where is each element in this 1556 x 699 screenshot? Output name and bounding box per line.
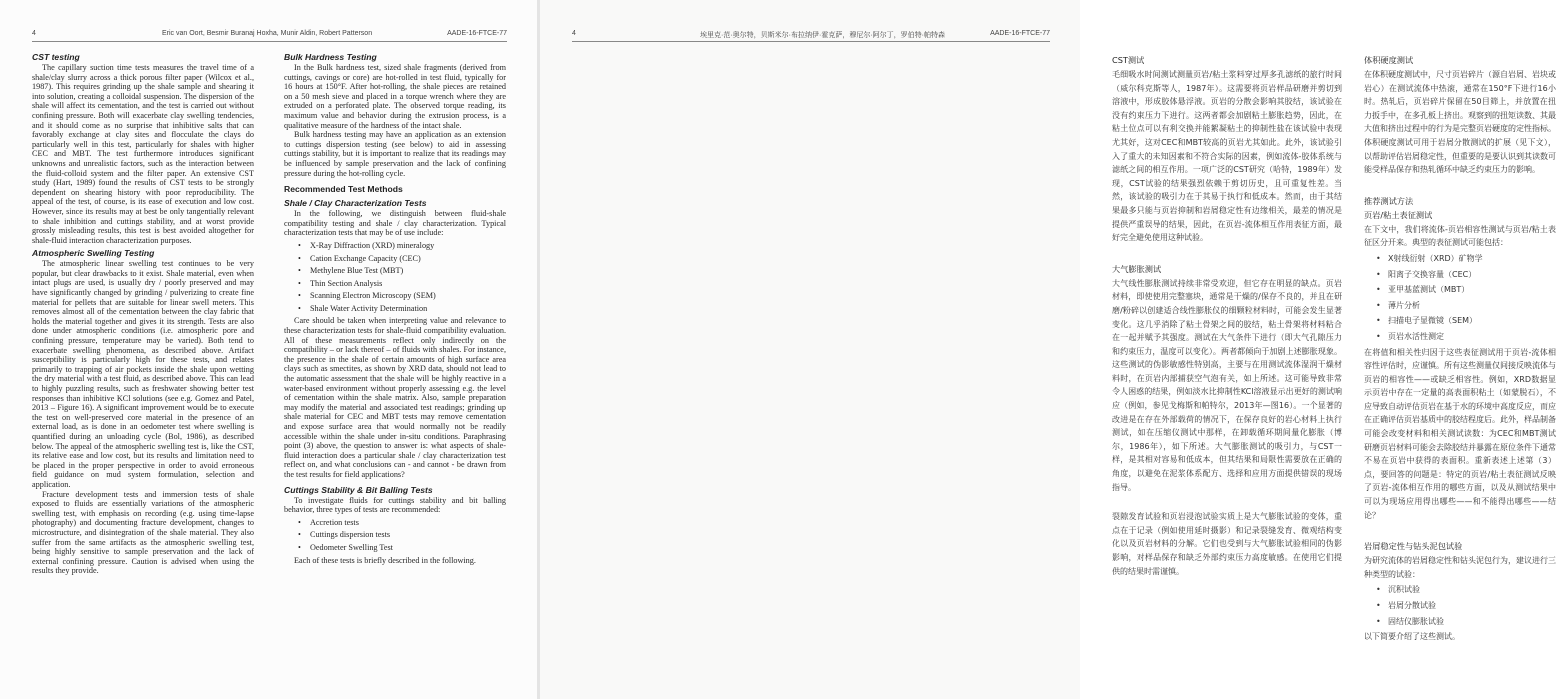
author-line: Eric van Oort, Besmir Buranaj Hoxha, Munir Aldin, Robert Patterson: [162, 30, 373, 37]
list-item: • 岩屑分散试验: [1378, 599, 1556, 613]
shale-paragraph-1: 在下文中，我们将流体-页岩相容性测试与页岩/粘土表征区分开来。典型的表征测试可能包括：: [1364, 224, 1556, 248]
running-header: [572, 30, 1050, 42]
shale-paragraph-2: Care should be taken when interpreting value and relevance to these characterization tests for shale-fluid compatibility evaluation. All of these measurements reflect only indirectly on the compatibility – or lack thereof – of fluids with shales. For instance, the presence in the shale of certain amounts of high surface area clays such as smectites, as shown by XRD data, should not lead to the automatic assessment that the shale will be highly reactive in a water-based environment without properly assessing e.g. the level of cementation within the shale matrix. Also, sample preparation may modify the material and associated test readings; grinding up shale material for CEC and MBT tests may remove cementation and expose surface area that would normally not be readily accessible within the shale under in-situ conditions. Paraphrasing point (3) above, the question to answer is: what aspects of shale-fluid interaction does a particular shale / clay characterization test reflect on, and what conclusions can - and cannot - be drawn from the test results for field applications?: [284, 316, 506, 479]
list-item: • 薄片分析: [1378, 299, 1556, 313]
atmospheric-paragraph-1: The atmospheric linear swelling test continues to be very popular, but clear drawbacks to it exist. Shale material, even when intact plugs are used, is usually dry / poorly preserved and may have significantly changed by grinding / pulverizing to create fine material for pellets that are suitable for linear swell meters. This removes almost all of the cementation between the clay fabric that holds the material together and gives it its strength. Tests are also done under atmospheric conditions (i.e. atmospheric pore and confining pressure, temperature may be varied). Both tend to exacerbate swelling phenomena, as described above. Artifact susceptibility is particularly high for these tests, and relates primarily to trapping of air pockets inside the shale upon wetting the dry material with a test fluid, as described above. This can lead to highly puzzling results, such as freshwater showing better test responses than inhibitive KCl solutions (see e.g. Gomez and Patel, 2013 – Figure 16). A significant improvement would be to execute the test on well-preserved core material in the presence of an external load, as is done in an oedometer test where swelling is quantified during an unloading cycle (Bol, 1986), as described below. The appeal of the atmospheric swelling test is, like the CST, its relative ease and low cost, but its results and limitation need to be placed in the proper perspective in order to avoid erroneous field guidance on mud system formulation, selection and application.: [32, 259, 254, 489]
cst-heading: CST测试: [1112, 55, 1145, 65]
shale-heading: Shale / Clay Characterization Tests: [284, 198, 427, 209]
atmospheric-paragraph-1: 大气线性膨胀测试持续非常受欢迎，但它存在明显的缺点。页岩材料，即使使用完整塞块，通常是干燥的/保存不良的，并且在研磨/粉碎以创建适合线性膨胀仪的细颗粒材料时，可能会发生显著变化。这几乎消除了粘土骨架之间的胶结，粘土骨架将材料粘合在一起并赋予其强度。测试在大气条件下进行（即大气孔隙压力和约束压力，温度可以变化）。两者都倾向于加剧上述膨胀现象。这些测试的伪影敏感性特别高，主要与在用测试流体湿润干燥材料时，在页岩内部捕获空气泡有关，如上所述。这可能导致非常令人困惑的结果，例如淡水比抑制性KCl溶液显示出更好的测试响应（例如，参见戈梅斯和帕特尔，2013年—图16）。一个显著的改进是在存在外部载荷的情况下，在保存良好的岩心材料上执行测试，如在压缩仪测试中那样，在卸载循环期间量化膨胀（博尔，1986年），如下所述。大气膨胀测试的吸引力，与CST一样，是其相对容易和低成本，但其结果和局限性需要放在正确的角度，以避免在泥浆体系配方、选择和应用方面提供错误的现场指导。: [1112, 278, 1342, 492]
bulk-paragraph-1: 在体积硬度测试中，尺寸页岩碎片（源自岩屑、岩块或岩心）在测试流体中热滚，通常在150°F下进行16小时。热轧后，页岩碎片保留在50目筛上，并放置在扭力扳手中，在多孔板上挤出。观察到的扭矩读数、其最大值和挤出过程中的行为是完整页岩硬度的定性指标。: [1364, 70, 1556, 134]
recommended-heading: Recommended Test Methods: [284, 184, 403, 195]
header-rule: [572, 41, 1050, 42]
list-item: • Oedometer Swelling Test: [300, 543, 506, 553]
right-column-2: [1364, 52, 1556, 644]
list-item: • Scanning Electron Microscopy (SEM): [300, 291, 506, 301]
list-item: • 扫描电子显微镜（SEM）: [1378, 314, 1556, 328]
author-line: 埃里克·范·奥尔特，贝斯米尔·布拉纳伊·霍克萨，穆尼尔·阿尔丁，罗伯特·帕特森: [700, 32, 945, 39]
bulk-paragraph-2: Bulk hardness testing may have an application as an extension to cuttings dispersion testing (see below) to aid in assessing cuttings stability, but it is important to realize that its readings may be influenced by sample preservation and the lack of confining pressure during the hot-rolling cycle.: [284, 130, 506, 178]
shale-heading: 页岩/粘土表征测试: [1364, 209, 1433, 220]
cst-paragraph: 毛细吸水时间测试测量页岩/粘土浆料穿过厚多孔滤纸的旅行时间（威尔科克斯等人，1987年）。这需要将页岩样品研磨并剪切到溶液中，形成胶体悬浮液。页岩的分散会影响其胶结，该试验在没有约束压力下进行。这两者都会加剧粘土膨胀趋势，因此，在粘土位点可以有利交换并能絮凝粘土的抑制性盐在该试验中表现尤其好，这对CEC和MBT较高的页岩尤其如此。此外，该试验引入了重大的未知因素和不符合实际的因素，例如流体-胶体系统与滤纸之间的相互作用。一项广泛的CST研究（哈特，1989年）发现，CST试验的结果强烈依赖于剪切历史，且可重复性差。当然，该试验的吸引力在于其易于执行和低成本。然而，由于其结果最多只能与页岩抑制和岩屑稳定性有边缘相关，最差的情况是提供严重误导的结果，因此，在页岩-流体相互作用表征方面，最好完全避免使用这种试验。: [1112, 70, 1342, 243]
shale-test-list: [284, 241, 506, 314]
list-item: • Thin Section Analysis: [300, 279, 506, 289]
list-item: • X射线衍射（XRD）矿物学: [1378, 252, 1556, 266]
list-item: • Methylene Blue Test (MBT): [300, 266, 506, 276]
cuttings-test-list: [284, 518, 506, 553]
recommended-heading: 推荐测试方法: [1364, 195, 1414, 206]
list-item: • 页岩水活性测定: [1378, 330, 1556, 344]
bulk-heading: 体积硬度测试: [1364, 55, 1414, 65]
list-item: • 阳离子交换容量（CEC）: [1378, 268, 1556, 282]
left-column-2: [284, 52, 506, 565]
bulk-paragraph-2: 体积硬度测试可用于岩屑分散测试的扩展（见下文），以帮助评估岩屑稳定性，但重要的是要认识到其读数可能受样品保存和热轧循环中缺乏约束压力的影响。: [1364, 137, 1556, 175]
page-number: 4: [572, 30, 576, 37]
cuttings-paragraph-2: 以下简要介绍了这些测试。: [1364, 632, 1460, 642]
page-number: 4: [32, 30, 36, 37]
bulk-paragraph-1: In the Bulk hardness test, sized shale fragments (derived from cuttings, cavings or core) are hot-rolled in test fluid, typically for 16 hours at 150°F. After hot-rolling, the shale pieces are retained on a 50 mesh sieve and placed in a torque wrench where they are extruded on a perforated plate. The observed torque reading, its maximum value and behavior during the extrusion process, is a qualitative measure of the hardness of the intact shale.: [284, 63, 506, 130]
atmospheric-paragraph-2: Fracture development tests and immersion tests of shale exposed to fluids are essentially variations of the atmospheric swelling test, with emphasis on recording (e.g. using time-lapse photography) and documenting fracture development, changes to microstructure, and disintegration of the shale material. They also suffer from the same artifacts as the atmospheric swelling test, being highly sensitive to sample preservation and the lack of external confining pressure. Caution is advised when using the results they provide.: [32, 489, 254, 576]
chinese-page: [540, 0, 1556, 699]
cuttings-paragraph-1: To investigate fluids for cuttings stability and bit balling behavior, three types of tests are recommended:: [284, 495, 506, 515]
cuttings-paragraph-2: Each of these tests is briefly described in the following.: [294, 555, 476, 565]
paper-code: AADE-16-FTCE-77: [447, 30, 507, 37]
shale-paragraph-2: 在将值和相关性归因于这些表征测试用于页岩-流体相容性评估时，应谨慎。所有这些测量仅间接反映流体与页岩的相容性——或缺乏相容性。例如，XRD数据显示页岩中存在一定量的高表面积粘土（如蒙脱石），不应导致自动评估页岩在基于水的环境中高度反应，而应在正确评估页岩基质中的胶结程度后。此外，样品制备可能会改变材料和相关测试读数：为CEC和MBT测试研磨页岩材料可能会去除胶结并暴露在原位条件下通常不易在页岩中获得的表面积。重新表述上述第（3）点，要回答的问题是：特定的页岩/粘土表征测试反映了页岩-流体相互作用的哪些方面，以及从测试结果中可以为现场应用得出哪些——和不能得出哪些——结论？: [1364, 347, 1556, 520]
cuttings-paragraph-1: 为研究流体的岩屑稳定性和钻头泥包行为，建议进行三种类型的试验：: [1364, 556, 1556, 579]
bulk-heading: Bulk Hardness Testing: [284, 52, 377, 62]
list-item: • X-Ray Diffraction (XRD) mineralogy: [300, 241, 506, 251]
list-item: • 沉积试验: [1378, 583, 1556, 597]
list-item: • Accretion tests: [300, 518, 506, 528]
cuttings-heading: Cuttings Stability & Bit Balling Tests: [284, 484, 433, 495]
shale-paragraph-1: In the following, we distinguish between fluid-shale compatibility testing and shale / clay characterization. Typical characterization tests that may be of use include:: [284, 209, 506, 238]
list-item: • Shale Water Activity Determination: [300, 304, 506, 314]
atmospheric-heading: 大气膨胀测试: [1112, 263, 1162, 274]
list-item: • Cation Exchange Capacity (CEC): [300, 254, 506, 264]
atmospheric-paragraph-2: 裂隙发育试验和页岩浸泡试验实质上是大气膨胀试验的变体，重点在于记录（例如使用延时摄影）和记录裂缝发育、微观结构变化以及页岩材料的分解。它们也受到与大气膨胀试验相同的伪影影响，对样品保存和缺乏外部约束压力高度敏感。在使用它们提供的结果时需谨慎。: [1112, 512, 1342, 576]
english-page: [0, 0, 537, 699]
running-header: [32, 30, 507, 42]
cuttings-heading: 岩屑稳定性与钻头泥包试验: [1364, 541, 1463, 552]
left-column-1: [32, 52, 254, 576]
list-item: • 固结仪膨胀试验: [1378, 615, 1556, 629]
list-item: • 亚甲基蓝测试（MBT）: [1378, 283, 1556, 297]
list-item: • Cuttings dispersion tests: [300, 530, 506, 540]
cuttings-test-list: [1364, 583, 1556, 628]
right-column-1: [1112, 52, 1342, 578]
cst-heading: CST testing: [32, 52, 80, 62]
cst-paragraph: The capillary suction time tests measures the travel time of a shale/clay slurry across a thick porous filter paper (Wilcox et al., 1987). This requires grinding up the shale sample and shearing it into solution, creating a colloidal suspension. The dispersion of the shale will affect its cementation, and the test is carried out without confining pressure. Both will exacerbate clay swelling tendencies, and it should come as no surprise that inhibitive salts that can favorably exchange at clay sites and flocculate the clays do particularly well in this test, particularly for shales with higher CEC and MBT. The test furthermore introduces significant unknowns and unrealistic factors, such as the interaction between the fluid-colloid system and the filter paper. An extensive CST study (Hart, 1989) found the results of CST tests to be strongly dependent on shearing history with poor reproducibility. The appeal of the test, of course, is its ease of execution and low cost. However, since its results may at best be only tangentially relevant to shale inhibition and cuttings stability, and at worst provide grossly misleading results, this test is best avoided altogether for shale-fluid interaction characterization purposes.: [32, 63, 254, 245]
paper-code: AADE-16-FTCE-77: [990, 30, 1050, 37]
header-rule: [32, 41, 507, 42]
atmospheric-heading: Atmospheric Swelling Testing: [32, 248, 155, 259]
shale-test-list: [1364, 252, 1556, 344]
